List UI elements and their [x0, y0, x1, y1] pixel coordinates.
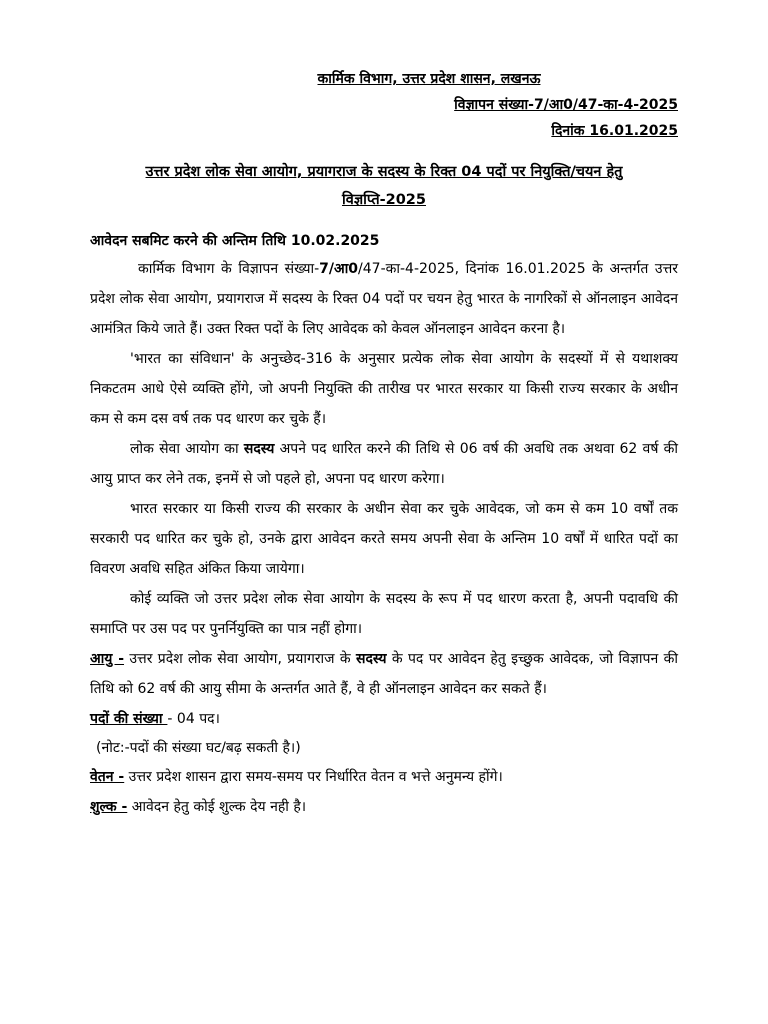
paragraph-constitution: 'भारत का संविधान' के अनुच्छेद-316 के अनुसार प्रत्येक लोक सेवा आयोग के सदस्यों में से यथाशक्य निकटतम आधे ऐसे व्यक्ति होंगे, जो अपनी नियुक्ति की तारीख पर भारत सरकार या किसी राज्य सरकार के अधीन कम से कम दस वर्ष तक पद धारण कर चुके हैं।: [90, 351, 678, 427]
paragraph-advertisement: [90, 254, 678, 344]
posts-text: - 04 पद।: [167, 711, 220, 727]
notice-title-line2: विज्ञप्ति-2025: [342, 192, 426, 208]
submission-deadline: आवेदन सबमिट करने की अन्तिम तिथि 10.02.2025: [90, 233, 380, 249]
paragraph-tenure: [90, 434, 678, 494]
notice-title: [90, 158, 678, 214]
paragraph-advertisement-pre: कार्मिक विभाग के विज्ञापन संख्या-: [138, 261, 320, 277]
section-fee: [90, 792, 678, 822]
posts-note: (नोट:-पदों की संख्या घट/बढ़ सकती है।): [96, 740, 301, 756]
paragraph-advertisement-bold: 7/आ0: [319, 261, 359, 277]
notice-date: दिनांक 16.01.2025: [551, 123, 678, 139]
paragraph-service-details: भारत सरकार या किसी राज्य की सरकार के अधीन सेवा कर चुके आवेदक, जो कम से कम 10 वर्षों तक सरकारी पद धारित कर चुके हो, उनके द्वारा आवेदन करते समय अपनी सेवा के अन्तिम 10 वर्षों में धारित पदों का विवरण अवधि सहित अंकित किया जायेगा।: [90, 501, 678, 577]
age-text-pre: उत्तर प्रदेश लोक सेवा आयोग, प्रयागराज के: [124, 651, 357, 667]
paragraph-tenure-bold: सदस्य: [243, 441, 275, 457]
section-posts: [90, 704, 678, 734]
age-label: आयु -: [90, 651, 125, 667]
paragraph-tenure-pre: लोक सेवा आयोग का: [130, 441, 244, 457]
paragraph-advertisement-post: /47-का-4-2025, दिनांक 16.01.2025 के अन्तर्गत उत्तर प्रदेश लोक सेवा आयोग, प्रयागराज में सदस्य के रिक्त 04 पदों पर चयन हेतु भारत के नागरिकों से ऑनलाइन आवेदन आमंत्रित किये जाते हैं। उक्त रिक्त पदों के लिए आवेदक को केवल ऑनलाइन आवेदन करना है।: [90, 261, 678, 337]
fee-text: आवेदन हेतु कोई शुल्क देय नही है।: [127, 799, 307, 815]
salary-text: उत्तर प्रदेश शासन द्वारा समय-समय पर निर्धारित वेतन व भत्ते अनुमन्य होंगे।: [124, 769, 503, 785]
fee-label: शुल्क -: [90, 799, 128, 815]
age-text-bold: सदस्य: [356, 651, 387, 667]
paragraph-reappointment: कोई व्यक्ति जो उत्तर प्रदेश लोक सेवा आयोग के सदस्य के रूप में पद धारण करता है, अपनी पदावधि की समाप्ति पर उस पद पर पुनर्नियुक्ति का पात्र नहीं होगा।: [90, 591, 678, 637]
salary-label: वेतन -: [90, 769, 125, 785]
section-salary: [90, 762, 678, 792]
advertisement-number: विज्ञापन संख्या-7/आ0/47-का-4-2025: [454, 97, 678, 113]
paragraph-tenure-post: अपने पद धारित करने की तिथि से 06 वर्ष की अवधि तक अथवा 62 वर्ष की आयु प्राप्त कर लेने तक, इनमें से जो पहले हो, अपना पद धारण करेगा।: [90, 441, 679, 487]
notice-title-line1: उत्तर प्रदेश लोक सेवा आयोग, प्रयागराज के सदस्य के रिक्त 04 पदों पर नियुक्ति/चयन हेतु: [145, 164, 623, 180]
department-heading: कार्मिक विभाग, उत्तर प्रदेश शासन, लखनऊ: [317, 71, 541, 87]
age-text-post: के पद पर आवेदन हेतु इच्छुक आवेदक, जो विज्ञापन की तिथि को 62 वर्ष की आयु सीमा के अन्तर्गत आते हैं, वे ही ऑनलाइन आवेदन कर सकते हैं।: [90, 651, 678, 697]
section-age: [90, 644, 678, 704]
posts-label: पदों की संख्या: [90, 711, 168, 727]
